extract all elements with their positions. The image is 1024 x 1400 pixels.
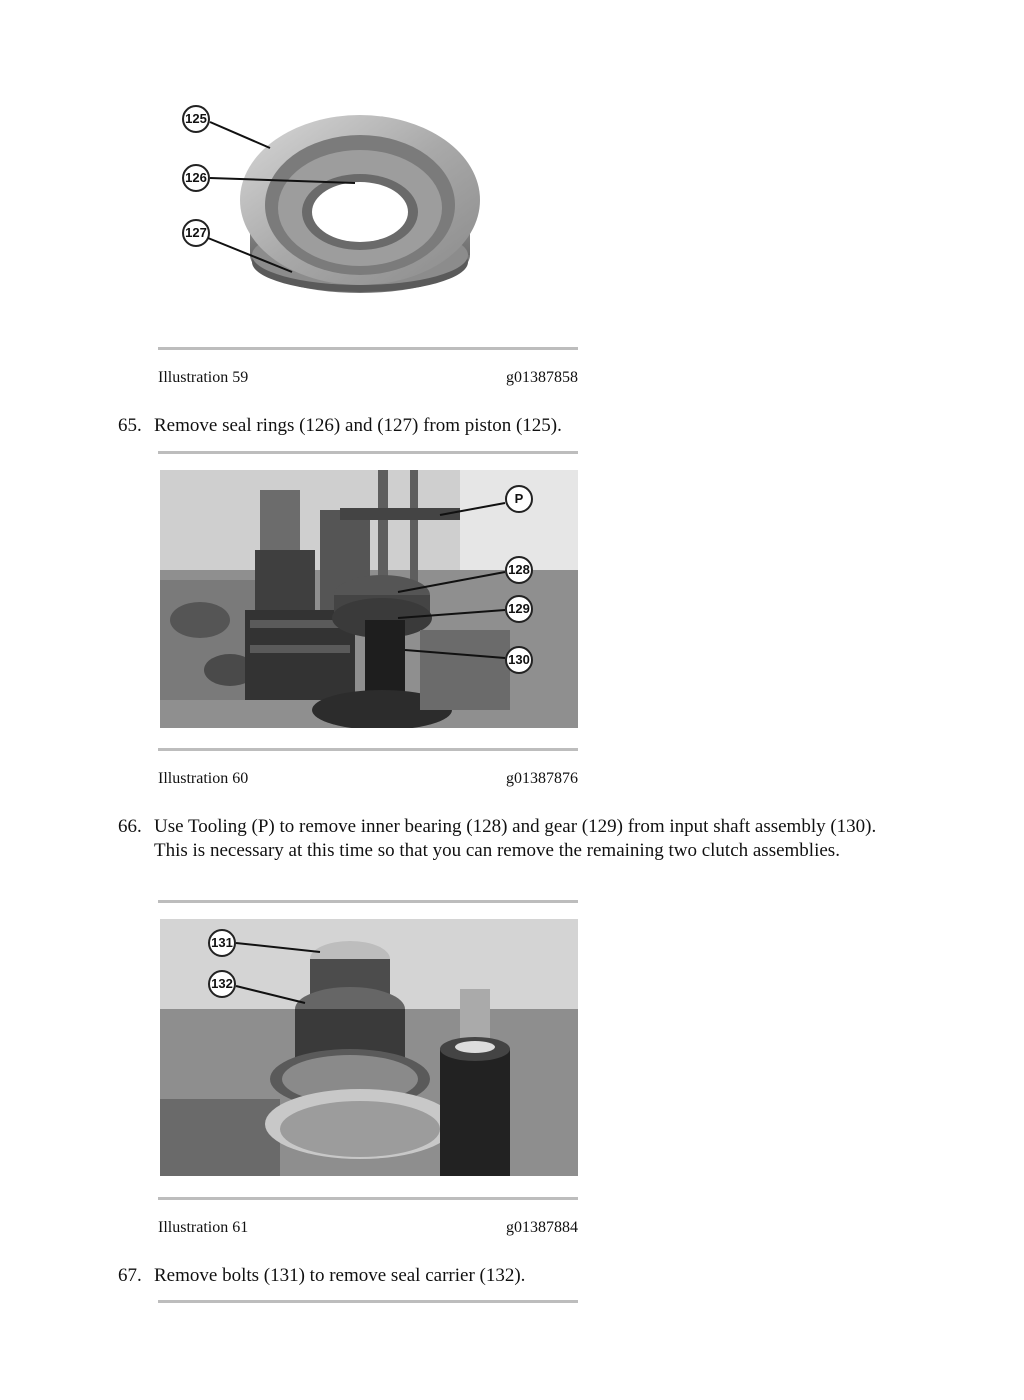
- callout-128: 128: [505, 556, 533, 584]
- figure-62-top-rule: [158, 1300, 578, 1303]
- figure-61-rule: [158, 1197, 578, 1200]
- step-text: Remove seal rings (126) and (127) from piston (125).: [154, 415, 562, 436]
- illustration-label: Illustration 60: [158, 770, 249, 787]
- step-number: 66.: [118, 816, 142, 837]
- graphic-code: g01387884: [506, 1219, 578, 1236]
- step-number: 67.: [118, 1265, 142, 1286]
- step-text: Use Tooling (P) to remove inner bearing (128) and gear (129) from input shaft assembly (130). This is necessary at this time so that you can remove the remaining two clutch assemblies.: [154, 816, 877, 861]
- step-text: Remove bolts (131) to remove seal carrier (132).: [154, 1265, 526, 1286]
- graphic-code: g01387858: [506, 369, 578, 386]
- callout-132: 132: [208, 970, 236, 998]
- illustration-label: Illustration 61: [158, 1219, 249, 1236]
- callout-130: 130: [505, 646, 533, 674]
- graphic-code: g01387876: [506, 770, 578, 787]
- callout-126: 126: [182, 164, 210, 192]
- callout-P: P: [505, 485, 533, 513]
- callout-129: 129: [505, 595, 533, 623]
- illustration-label: Illustration 59: [158, 369, 249, 386]
- figure-61-caption: [158, 1219, 578, 1237]
- step-number: 65.: [118, 415, 142, 436]
- callout-125: 125: [182, 105, 210, 133]
- callout-127: 127: [182, 219, 210, 247]
- callout-131: 131: [208, 929, 236, 957]
